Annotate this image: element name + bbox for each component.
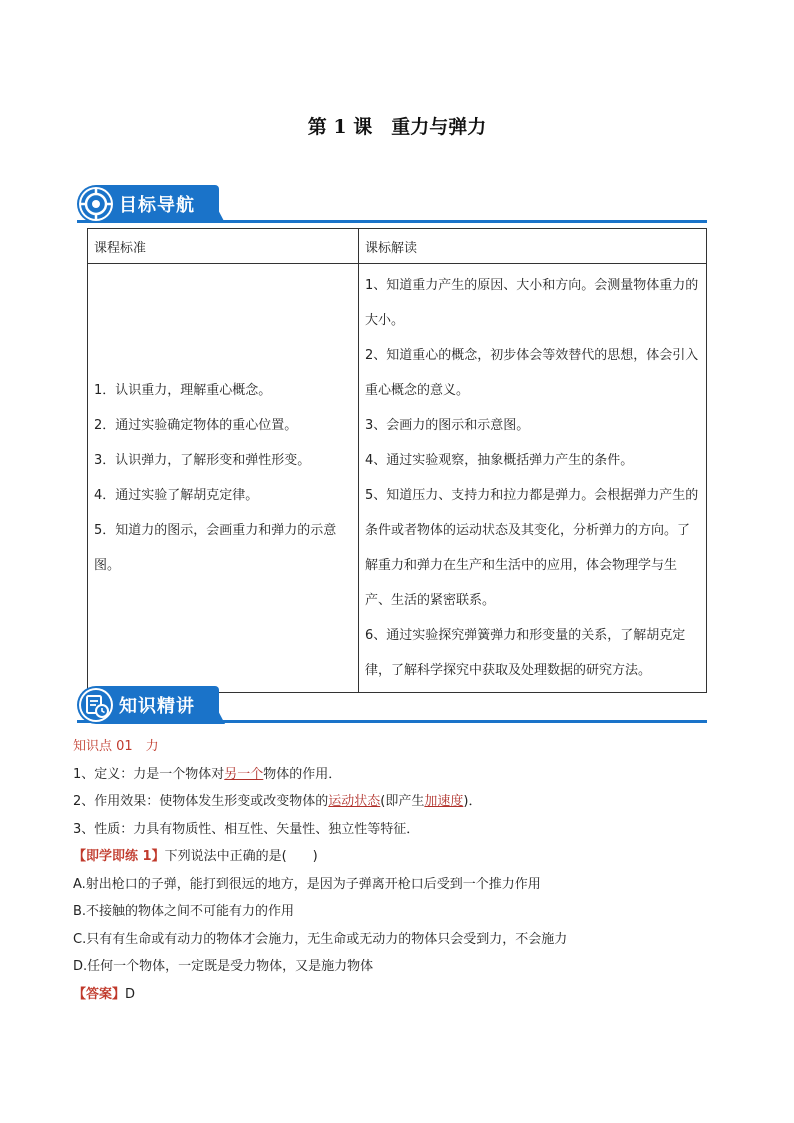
list-item: 3．认识弹力，了解形变和弹性形变。 [94, 453, 311, 468]
list-item: 4、通过实验观察，抽象概括弹力产生的条件。 [365, 453, 634, 468]
list-item: 2、知道重心的概念，初步体会等效替代的思想，体会引入重心概念的意义。 [365, 348, 699, 398]
list-item: 5、知道压力、支持力和拉力都是弹力。会根据弹力产生的条件或者物体的运动状态及其变化，分析弹力的方向。了解重力和弹力在生产和生活中的应用，体会物理学与生产、生活的紧密联系。 [365, 488, 699, 608]
option-b: B.不接触的物体之间不可能有力的作用 [73, 904, 295, 919]
table-header: 课程标准 [88, 229, 359, 264]
book-clock-icon [79, 688, 113, 722]
text: (即产生 [380, 794, 425, 809]
effect-line [73, 788, 713, 816]
list-item: 2．通过实验确定物体的重心位置。 [94, 418, 298, 433]
answer-line [73, 981, 713, 1009]
list-item: 1、知道重力产生的原因、大小和方向。会测量物体重力的大小。 [365, 278, 699, 328]
list-item: 3、会画力的图示和示意图。 [365, 418, 530, 433]
list-item: 6、通过实验探究弹簧弹力和形变量的关系，了解胡克定律，了解科学探究中获取及处理数据的研究方法。 [365, 628, 686, 678]
answer-tag: 【答案】 [73, 986, 126, 1002]
knowledge-content [73, 733, 713, 1008]
list-item: 4．通过实验了解胡克定律。 [94, 488, 259, 503]
text: 1、定义：力是一个物体对 [73, 766, 225, 782]
text: 物体的作用． [263, 766, 342, 782]
section-title: 目标导航 [119, 195, 195, 216]
exercise-question: 下列说法中正确的是( ) [164, 849, 318, 864]
page-title: 第 1 课 重力与弹力 [307, 116, 487, 138]
curriculum-table [87, 228, 707, 693]
exercise-tag: 【即学即练 1】 [73, 849, 165, 864]
option-d: D.任何一个物体，一定既是受力物体，又是施力物体 [73, 959, 374, 974]
standards-cell [88, 264, 359, 693]
answer-value: D [125, 986, 136, 1002]
option-a: A.射出枪口的子弹，能打到很远的地方，是因为子弹离开枪口后受到一个推力作用 [73, 876, 541, 892]
interpretations-cell [359, 264, 707, 693]
property-line: 3、性质：力具有物质性、相互性、矢量性、独立性等特征． [73, 821, 420, 837]
list-item: 1．认识重力，理解重心概念。 [94, 383, 272, 398]
table-header: 课标解读 [359, 229, 707, 264]
underlined-term: 加速度 [424, 794, 464, 809]
definition-line [73, 761, 713, 789]
option-c: C.只有有生命或有动力的物体才会施力，无生命或无动力的物体只会受到力，不会施力 [73, 931, 568, 947]
text: )． [463, 794, 482, 809]
target-icon [79, 187, 113, 221]
knowledge-point-title: 知识点 01 力 [73, 739, 159, 754]
section-banner-goals [77, 185, 227, 223]
text: 2、作用效果：使物体发生形变或改变物体的 [73, 794, 329, 809]
exercise-line [73, 843, 713, 871]
underlined-term: 运动状态 [328, 794, 381, 809]
list-item: 5．知道力的图示，会画重力和弹力的示意图。 [94, 523, 337, 573]
section-banner-knowledge [77, 686, 227, 724]
section-title: 知识精讲 [119, 696, 195, 717]
underlined-term: 另一个 [224, 766, 264, 782]
